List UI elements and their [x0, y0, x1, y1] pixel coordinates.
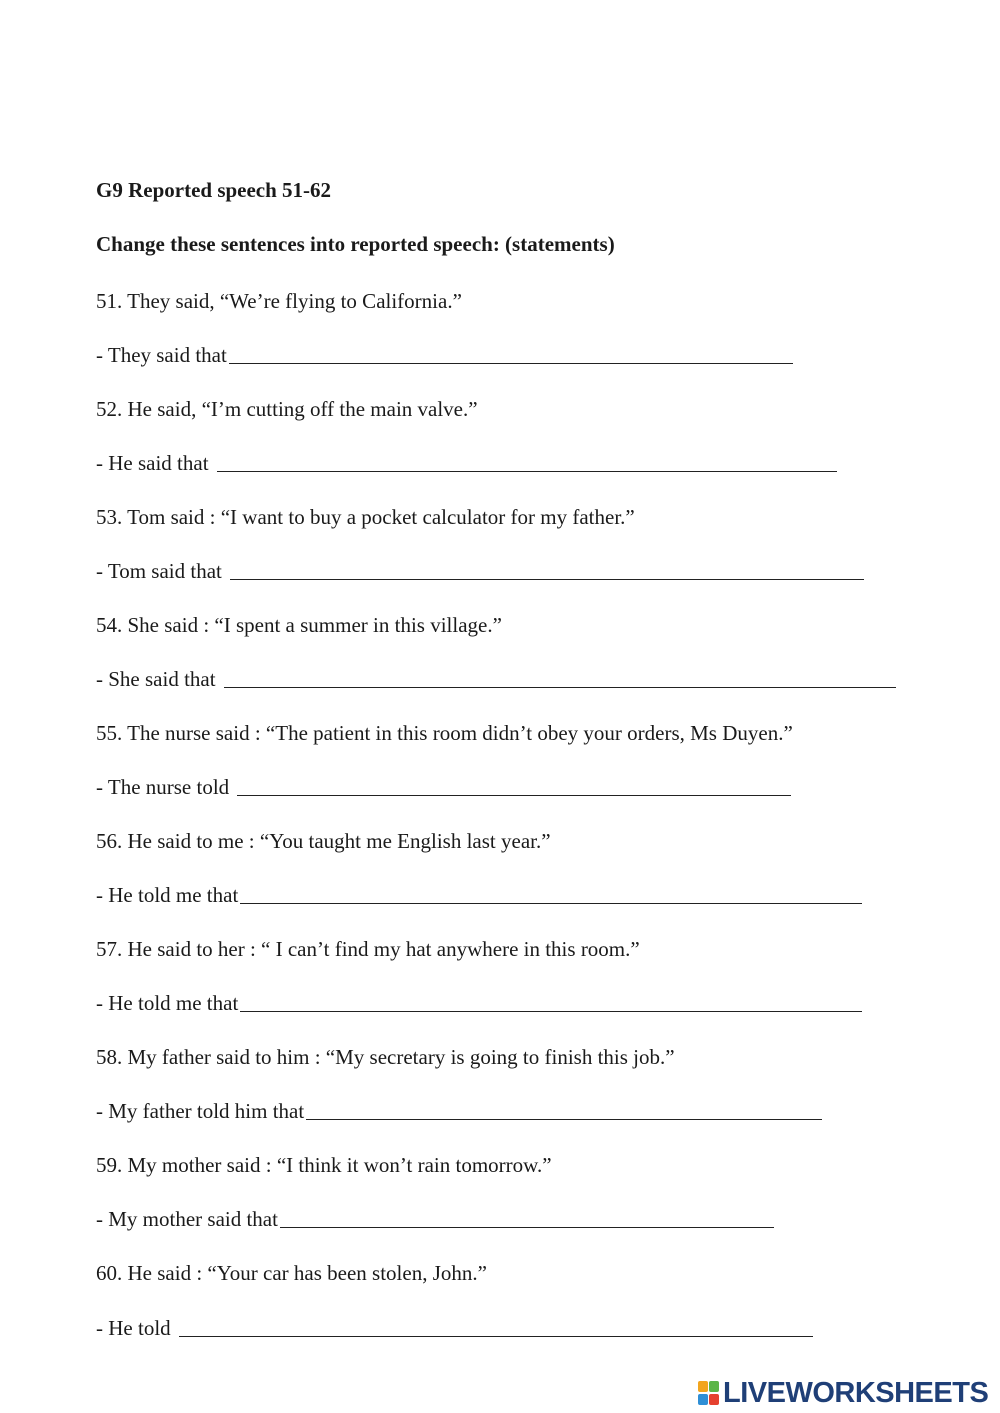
answer-blank-51[interactable] — [229, 362, 793, 364]
answer-prompt-55: - The nurse told — [96, 775, 230, 799]
answer-row-60 — [96, 1314, 813, 1342]
question-52: 52. He said, “I’m cutting off the main valve.” — [96, 397, 478, 421]
answer-row-53 — [96, 557, 864, 585]
question-55: 55. The nurse said : “The patient in this room didn’t obey your orders, Ms Duyen.” — [96, 721, 793, 745]
question-54: 54. She said : “I spent a summer in this village.” — [96, 613, 502, 637]
answer-row-56 — [96, 881, 862, 909]
answer-blank-55[interactable] — [237, 794, 791, 796]
answer-prompt-60: - He told — [96, 1316, 171, 1340]
liveworksheets-logo-icon — [698, 1379, 720, 1407]
answer-prompt-53: - Tom said that — [96, 559, 222, 583]
answer-row-54 — [96, 665, 896, 693]
answer-row-52 — [96, 449, 837, 477]
answer-prompt-54: - She said that — [96, 667, 216, 691]
answer-row-57 — [96, 989, 862, 1017]
worksheet-instruction: Change these sentences into reported speech: (statements) — [96, 232, 615, 256]
answer-blank-52[interactable] — [217, 470, 837, 472]
answer-prompt-56: - He told me that — [96, 883, 239, 907]
answer-row-59 — [96, 1205, 774, 1233]
answer-blank-59[interactable] — [280, 1226, 774, 1228]
answer-blank-56[interactable] — [240, 902, 862, 904]
answer-row-55 — [96, 773, 791, 801]
answer-row-58 — [96, 1097, 822, 1125]
answer-prompt-59: - My mother said that — [96, 1207, 278, 1231]
answer-prompt-58: - My father told him that — [96, 1099, 305, 1123]
answer-prompt-52: - He said that — [96, 451, 209, 475]
question-60: 60. He said : “Your car has been stolen, John.” — [96, 1261, 487, 1285]
worksheet-title: G9 Reported speech 51-62 — [96, 178, 332, 202]
answer-blank-60[interactable] — [179, 1335, 813, 1337]
question-58: 58. My father said to him : “My secretary is going to finish this job.” — [96, 1045, 675, 1069]
answer-prompt-57: - He told me that — [96, 991, 239, 1015]
answer-prompt-51: - They said that — [96, 343, 227, 367]
answer-blank-53[interactable] — [230, 578, 864, 580]
answer-blank-54[interactable] — [224, 686, 896, 688]
answer-row-51 — [96, 341, 793, 369]
question-56: 56. He said to me : “You taught me English last year.” — [96, 829, 551, 853]
question-59: 59. My mother said : “I think it won’t rain tomorrow.” — [96, 1153, 552, 1177]
liveworksheets-logo — [698, 1376, 988, 1410]
question-51: 51. They said, “We’re flying to California.” — [96, 289, 462, 313]
question-53: 53. Tom said : “I want to buy a pocket calculator for my father.” — [96, 505, 635, 529]
answer-blank-58[interactable] — [306, 1118, 822, 1120]
question-57: 57. He said to her : “ I can’t find my hat anywhere in this room.” — [96, 937, 640, 961]
liveworksheets-logo-text: LIVEWORKSHEETS — [723, 1377, 989, 1409]
answer-blank-57[interactable] — [240, 1010, 862, 1012]
